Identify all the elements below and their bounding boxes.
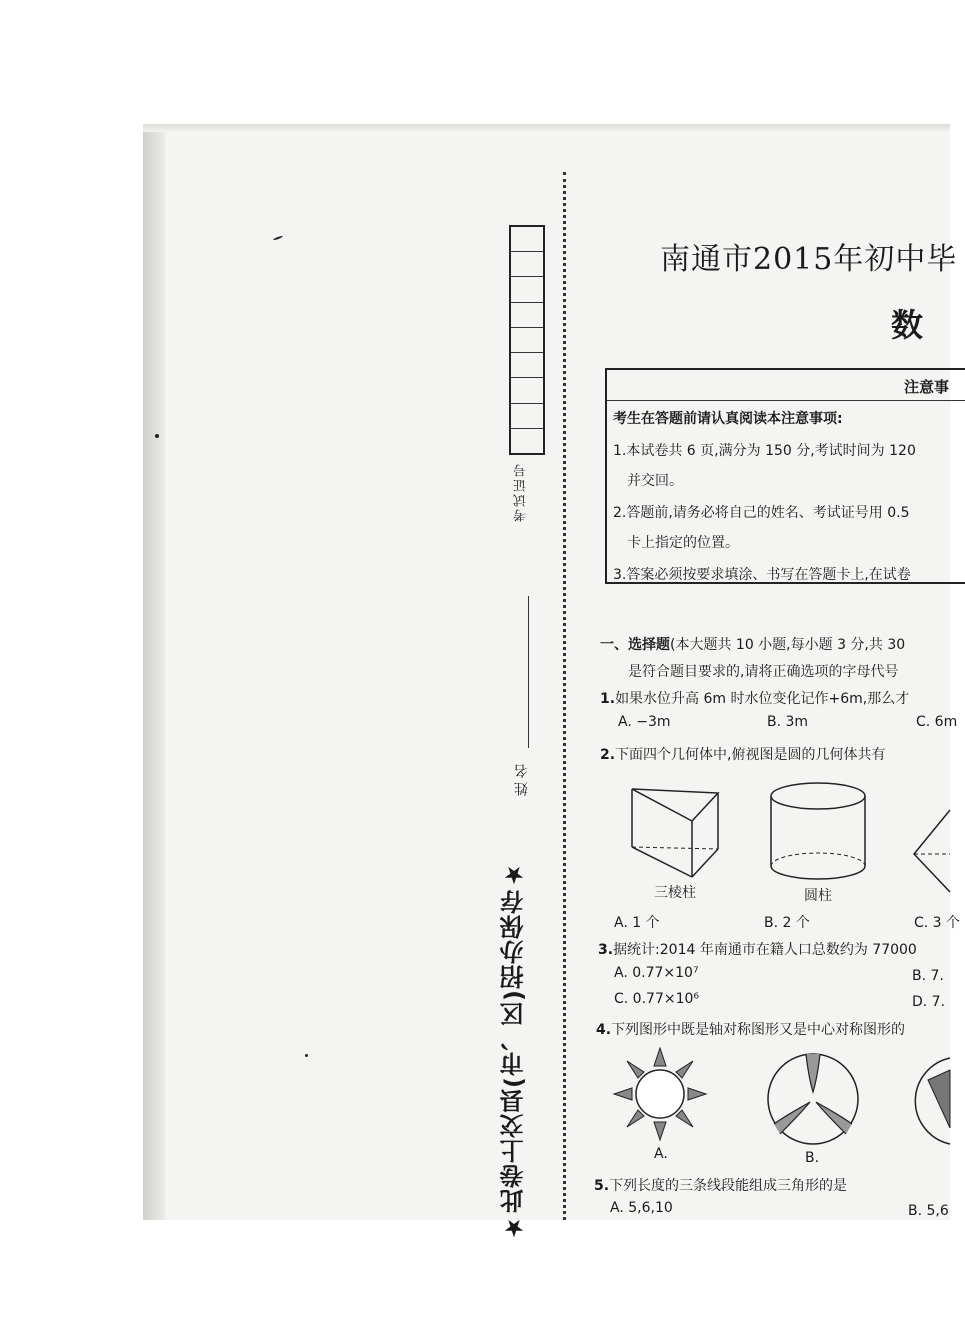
prism-caption: 三棱柱 [654,885,696,901]
question-5 [594,1175,847,1195]
section-heading-line2: 是符合题目要求的,请将正确选项的字母代号 [628,664,899,680]
q3-option-a: A. 0.77×10⁷ [614,965,699,981]
cylinder-figure [767,780,869,884]
id-digit-cell[interactable] [511,227,543,252]
q1-option-a: A. −3m [618,714,671,730]
notice-item-1-cont: 并交回。 [627,473,683,489]
notice-item-2: 2.答题前,请务必将自己的姓名、考试证号用 0.5 [613,505,910,521]
triangular-prism-figure [626,785,726,881]
q2-option-b: B. 2 个 [764,915,810,931]
id-digit-cell[interactable] [511,429,543,453]
question-number: 2. [600,747,616,763]
notice-intro: 考生在答题前请认真阅读本注意事项: [613,411,843,427]
question-text: 下列长度的三条线段能组成三角形的是 [609,1178,848,1194]
q3-option-d: D. 7. [912,994,946,1010]
id-digit-cell[interactable] [511,252,543,277]
sun-figure [612,1046,708,1142]
q2-option-c: C. 3 个 [914,915,961,931]
question-number: 4. [596,1022,612,1038]
q1-option-c: C. 6m [916,714,958,730]
scan-edge-shadow [143,124,165,1220]
notice-item-3: 3.答案必须按要求填涂、书写在答题卡上,在试卷 [613,567,911,583]
id-digit-cell[interactable] [511,303,543,328]
section-heading-rest: (本大题共 10 小题,每小题 3 分,共 30 [670,637,906,653]
id-digit-cell[interactable] [511,328,543,353]
cone-figure [912,808,950,894]
question-3 [598,939,917,959]
binding-dotted-line [563,172,566,1220]
question-text: 如果水位升高 6m 时水位变化记作+6m,那么才 [615,691,910,707]
storage-stamp: ★此卷上交县(市、区)招办保存★ [500,860,528,1242]
q3-option-c: C. 0.77×10⁶ [614,991,700,1007]
question-4 [596,1019,905,1039]
exam-title: 南通市2015年初中毕 [660,242,958,277]
q3-option-b: B. 7. [912,968,944,984]
scan-speck [155,434,159,438]
shaded-circle-figure [918,1056,950,1146]
notice-box [605,368,965,584]
cylinder-caption: 圆柱 [804,888,832,904]
id-digit-cell[interactable] [511,378,543,403]
question-text: 下列图形中既是轴对称图形又是中心对称图形的 [611,1022,906,1038]
q5-option-a: A. 5,6,10 [610,1200,673,1216]
notice-heading: 注意事 [904,378,950,396]
notice-item-2-cont: 卡上指定的位置。 [627,535,739,551]
name-label: 姓名 [514,760,530,796]
notice-item-1: 1.本试卷共 6 页,满分为 150 分,考试时间为 120 [613,443,916,459]
notice-divider [607,400,965,401]
circle-curves-figure [766,1052,860,1146]
id-digit-cell[interactable] [511,353,543,378]
subject-title: 数 [891,306,924,344]
q4-label-a: A. [654,1146,668,1162]
id-digit-cell[interactable] [511,277,543,302]
question-number: 1. [600,691,616,707]
section-heading-bold: 一、选择题 [600,637,670,653]
question-text: 下面四个几何体中,俯视图是圆的几何体共有 [615,747,886,763]
scan-speck [273,235,283,240]
question-1 [600,688,909,708]
q4-label-b: B. [805,1150,820,1166]
question-number: 5. [594,1178,610,1194]
q1-option-b: B. 3m [767,714,809,730]
question-number: 3. [598,942,614,958]
id-digit-cell[interactable] [511,404,543,429]
question-text: 据统计:2014 年南通市在籍人口总数约为 77000 [613,942,917,958]
exam-id-label: 考试证号 [514,462,529,522]
exam-id-boxes[interactable] [509,225,545,455]
section-heading [600,634,905,654]
scan-top-shadow [143,124,950,132]
question-2 [600,744,886,764]
name-field-line[interactable] [528,596,529,748]
q5-option-b: B. 5,6 [908,1203,949,1219]
scan-speck [305,1054,308,1057]
q2-option-a: A. 1 个 [614,915,660,931]
